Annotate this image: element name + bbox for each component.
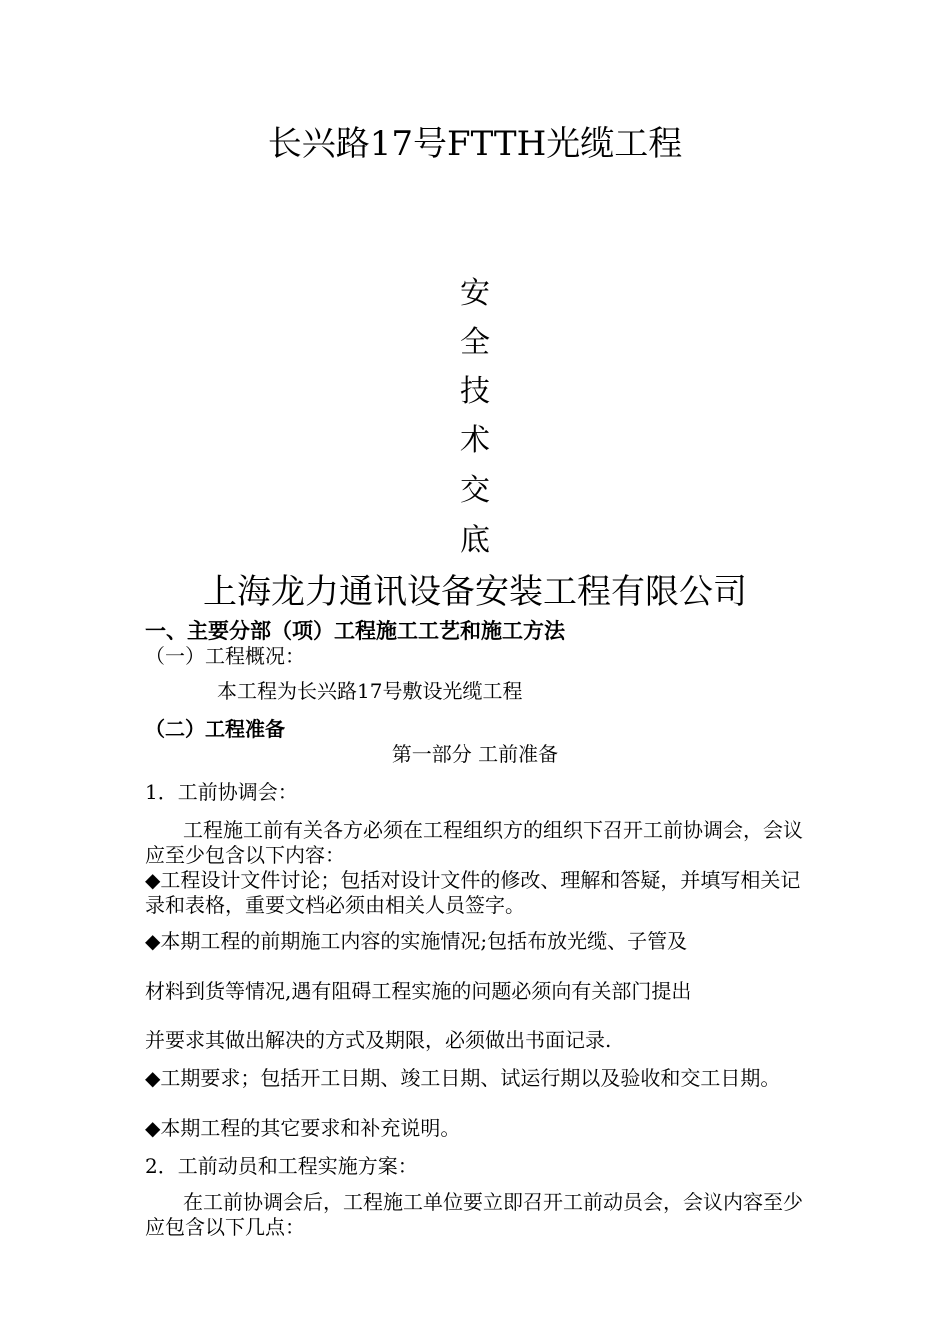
bullet-schedule: ◆工期要求；包括开工日期、竣工日期、试运行期以及验收和交工日期。	[145, 1066, 781, 1090]
bullet-prework-line-2: 材料到货等情况,遇有阻碍工程实施的问题必须向有关部门提出	[145, 979, 692, 1003]
item-heading-2: 2．工前动员和工程实施方案：	[145, 1154, 418, 1178]
bullet-prework-line-1: ◆本期工程的前期施工内容的实施情况;包括布放光缆、子管及	[145, 929, 688, 953]
vertical-title-char-6: 底	[460, 523, 490, 558]
document-title: 长兴路17号FTTH光缆工程	[267, 124, 683, 164]
overview-text: 本工程为长兴路17号敷设光缆工程	[217, 679, 523, 703]
bullet-prework-line-3: 并要求其做出解决的方式及期限，必须做出书面记录.	[145, 1028, 612, 1052]
bullet-other-requirements: ◆本期工程的其它要求和补充说明。	[145, 1116, 461, 1140]
company-name: 上海龙力通讯设备安装工程有限公司	[203, 572, 747, 612]
vertical-title-char-5: 交	[460, 473, 490, 508]
item-heading-1: 1．工前协调会：	[145, 780, 298, 804]
section-heading-1: 一、主要分部（项）工程施工工艺和施工方法	[145, 618, 565, 643]
vertical-title-char-4: 术	[460, 423, 490, 458]
vertical-title-char-3: 技	[460, 374, 490, 409]
item1-intro-paragraph: 工程施工前有关各方必须在工程组织方的组织下召开工前协调会，会议应至少包含以下内容：	[145, 818, 803, 867]
subsection-heading-overview: （一）工程概况：	[145, 644, 305, 668]
bullet-design-documents: ◆工程设计文件讨论；包括对设计文件的修改、理解和答疑，并填写相关记录和表格，重要文档必须由相关人员签字。	[145, 868, 801, 917]
subsection-heading-preparation: （二）工程准备	[145, 717, 285, 741]
part-title: 第一部分 工前准备	[391, 742, 559, 766]
item2-intro-paragraph: 在工前协调会后，工程施工单位要立即召开工前动员会，会议内容至少应包含以下几点：	[145, 1190, 803, 1239]
vertical-title-char-2: 全	[460, 325, 490, 360]
vertical-title-char-1: 安	[460, 276, 490, 311]
